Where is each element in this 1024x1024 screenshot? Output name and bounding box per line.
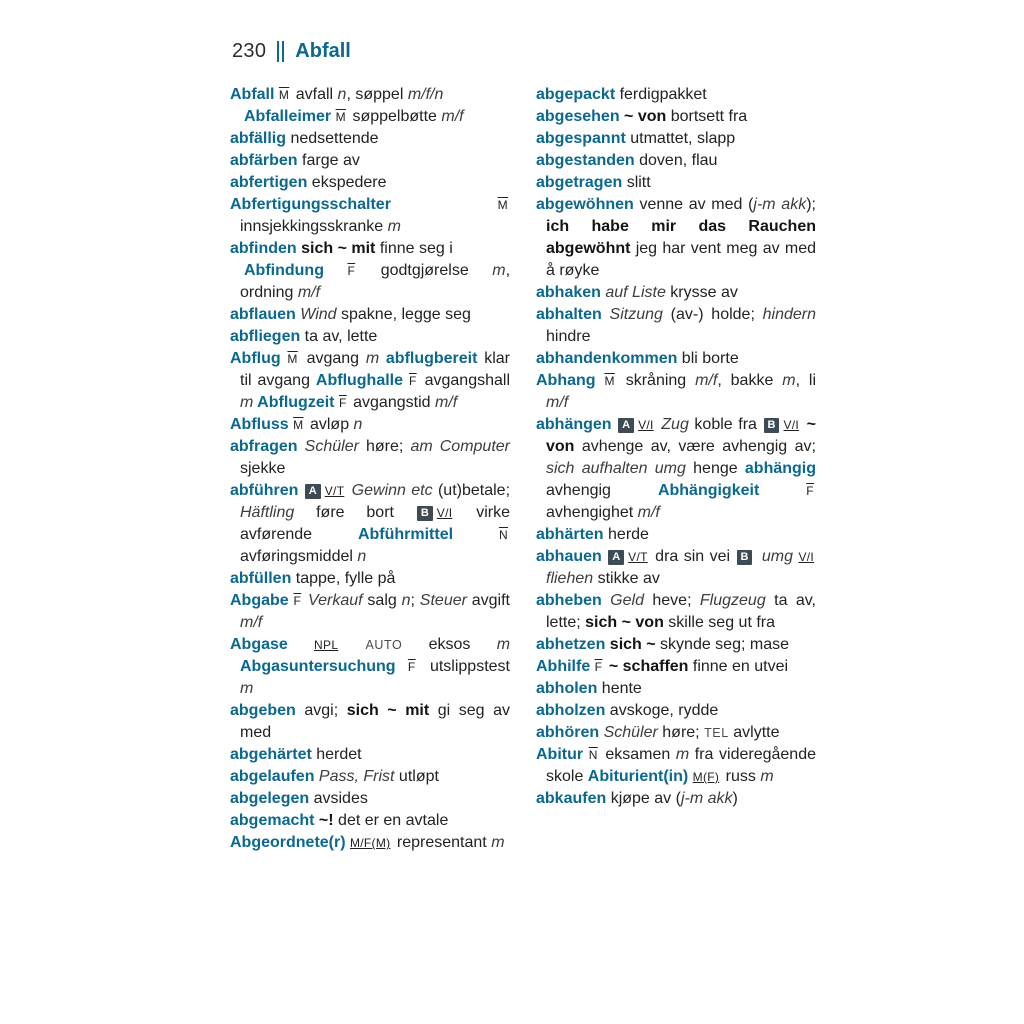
headword: Abitur (536, 746, 589, 763)
bold-phrase: ~ schaffen (604, 658, 689, 675)
italic-label: m/f (434, 394, 458, 411)
translation-text: avføringsmiddel (240, 548, 358, 565)
headword: Abhängigkeit (657, 482, 807, 499)
italic-label: m (782, 372, 796, 389)
translation-text: russ (721, 768, 761, 785)
headword: Abgase (230, 636, 315, 653)
headword: abflugbereit (379, 350, 478, 367)
sense-letter-box: B (417, 506, 433, 521)
translation-text: heve; (643, 592, 700, 609)
translation-text: utmattet, slapp (625, 130, 736, 147)
translation-text: farge av (297, 152, 360, 169)
sense-letter-box: B (737, 550, 753, 565)
dictionary-entry (536, 590, 816, 634)
italic-label: umg (756, 548, 799, 565)
dictionary-entry (230, 326, 510, 348)
italic-label: m (240, 394, 254, 411)
gender-marker: $\overline{F}$ (806, 484, 814, 498)
page-content (230, 40, 816, 854)
headword: abgehärtet (230, 746, 312, 763)
headword: abhören (536, 724, 600, 741)
headword: Abführmittel (357, 526, 499, 543)
translation-text: avgang (299, 350, 366, 367)
translation-text: avgift (466, 592, 511, 609)
headword: Abfall (230, 86, 279, 103)
italic-label: j-m akk (680, 790, 733, 807)
dictionary-entry (536, 106, 816, 128)
headword: abhängig (744, 460, 816, 477)
gender-marker: $\overline{M}$ (278, 88, 290, 102)
headword: Abfertigungsschalter (230, 196, 498, 213)
headword: abgesehen (536, 108, 620, 125)
gender-marker: $\overline{F}$ (347, 264, 356, 278)
dictionary-entry (230, 480, 510, 568)
headword: abhauen (536, 548, 608, 565)
right-column (536, 84, 816, 854)
bold-phrase: ~ von (546, 416, 816, 455)
headword: abgestanden (536, 152, 635, 169)
gender-marker: $\overline{M}$ (604, 374, 615, 388)
italic-label: m/f (441, 108, 464, 125)
translation-text: doven, flau (634, 152, 718, 169)
dictionary-entry (536, 348, 816, 370)
headword: abhandenkommen (536, 350, 678, 367)
translation-text: høre; (657, 724, 705, 741)
translation-text: avlytte (728, 724, 780, 741)
page-number: 230 (232, 40, 267, 62)
italic-label: Sitzung (601, 306, 663, 323)
dictionary-entry (536, 678, 816, 700)
translation-text: avgi; (295, 702, 347, 719)
dictionary-entry (536, 370, 816, 414)
translation-text: sjekke (240, 460, 286, 477)
gender-marker: $\overline{N}$ (588, 748, 598, 762)
dictionary-columns (230, 84, 816, 854)
italic-label: m/f (695, 372, 718, 389)
headword: abfliegen (230, 328, 301, 345)
dictionary-entry (536, 128, 816, 150)
translation-text: , ordning (240, 262, 511, 301)
translation-text: (ut)betale; (432, 482, 511, 499)
italic-label: m (492, 262, 506, 279)
italic-label: Wind (295, 306, 337, 323)
translation-text: fra videregående skole (546, 746, 816, 785)
bold-phrase: ~ von (619, 108, 667, 125)
gender-marker: $\overline{F}$ (408, 374, 417, 388)
gender-marker: $\overline{F}$ (338, 396, 347, 410)
translation-text: godtgjørelse (357, 262, 493, 279)
translation-text: avsides (309, 790, 368, 807)
translation-text: tappe, fylle på (291, 570, 396, 587)
translation-text: utløpt (394, 768, 439, 785)
italic-label: n (401, 592, 411, 609)
dictionary-entry (230, 832, 510, 854)
headword: abgemacht (230, 812, 315, 829)
translation-text: spakne, legge seg (336, 306, 471, 323)
headword: abhetzen (536, 636, 606, 653)
italic-label: Schüler (599, 724, 658, 741)
translation-text: avfall (291, 86, 338, 103)
dictionary-entry (536, 194, 816, 282)
headword: Abflug (230, 350, 288, 367)
headword: abführen (230, 482, 304, 499)
translation-text: avgangshall (418, 372, 511, 389)
dictionary-entry (536, 172, 816, 194)
italic-label: m (491, 834, 505, 851)
grammar-marker: V/I (638, 418, 654, 432)
gender-marker: $\overline{N}$ (498, 528, 509, 542)
italic-label: m/f (297, 284, 321, 301)
dictionary-entry (536, 744, 816, 788)
translation-text: nedsettende (286, 130, 379, 147)
dictionary-entry (230, 128, 510, 150)
translation-text: ferdigpakket (615, 86, 707, 103)
headword: abhalten (536, 306, 602, 323)
gender-marker: $\overline{F}$ (594, 660, 603, 674)
dictionary-entry (230, 744, 510, 766)
italic-label: Geld (601, 592, 644, 609)
headword: abfertigen (230, 174, 308, 191)
headword: Abflughalle (315, 372, 409, 389)
translation-text: ); (806, 196, 816, 213)
gender-marker: $\overline{M}$ (497, 198, 508, 212)
translation-text: gi seg av med (240, 702, 511, 741)
headword: abfüllen (230, 570, 292, 587)
dictionary-entry (230, 436, 510, 480)
dictionary-entry (230, 84, 510, 106)
italic-label: auf Liste (600, 284, 666, 301)
italic-label: fliehen (546, 570, 594, 587)
translation-text: eksos (402, 636, 497, 653)
dictionary-entry (230, 414, 510, 436)
dictionary-entry (230, 810, 510, 832)
headword: abgetragen (536, 174, 623, 191)
translation-text: avgangstid (348, 394, 435, 411)
bold-phrase: ich habe mir das Rauchen abgewöhnt (546, 218, 816, 257)
headword: abfällig (230, 130, 287, 147)
italic-label: m (675, 746, 690, 763)
dictionary-entry (536, 546, 816, 590)
headword: Abgasuntersuchung (240, 658, 408, 675)
italic-label: am Computer (410, 438, 510, 455)
gender-marker: $\overline{F}$ (407, 660, 416, 674)
headword: abgepackt (536, 86, 616, 103)
headword: Abgeordnete(r) (230, 834, 350, 851)
dictionary-entry (536, 414, 816, 524)
headword: abkaufen (536, 790, 607, 807)
translation-text: utslippstest (417, 658, 510, 675)
italic-label: m (365, 350, 380, 367)
headword: abgeben (230, 702, 296, 719)
italic-label: Pass, Frist (314, 768, 395, 785)
guide-word: Abfall (295, 40, 351, 62)
translation-text: , søppel (346, 86, 408, 103)
grammar-marker: M(F) (692, 770, 720, 784)
dictionary-entry (536, 788, 816, 810)
translation-text: koble fra (688, 416, 763, 433)
translation-text: finne en utvei (688, 658, 789, 675)
translation-text: finne seg i (375, 240, 453, 257)
translation-text: stikke av (593, 570, 660, 587)
translation-text: (av-) holde; (662, 306, 763, 323)
dictionary-entry (230, 766, 510, 788)
translation-text: salg (362, 592, 402, 609)
dictionary-entry (230, 238, 510, 260)
headword: abgelegen (230, 790, 310, 807)
translation-text: hindre (546, 328, 591, 345)
dictionary-entry (230, 634, 510, 700)
italic-label: m/f/n (407, 86, 444, 103)
translation-text: venne av med ( (633, 196, 754, 213)
translation-text: avløp (305, 416, 354, 433)
italic-label: n (337, 86, 347, 103)
dictionary-entry (536, 524, 816, 546)
sense-letter-box: B (764, 418, 780, 433)
headword: abheben (536, 592, 602, 609)
italic-label: sich aufhalten umg (546, 460, 686, 477)
grammar-marker: V/T (628, 550, 648, 564)
italic-label: Zug (655, 416, 689, 433)
bold-phrase: sich ~ mit (296, 240, 376, 257)
translation-text: jeg har vent meg av med å røyke (546, 240, 816, 279)
italic-label: n (357, 548, 367, 565)
dictionary-entry (230, 700, 510, 744)
italic-label: Flugzeug (699, 592, 766, 609)
translation-text: krysse av (665, 284, 738, 301)
translation-text: , li (795, 372, 817, 389)
headword: abfärben (230, 152, 298, 169)
gender-marker: $\overline{M}$ (293, 418, 304, 432)
headword: abholzen (536, 702, 606, 719)
headword: abholen (536, 680, 598, 697)
headword: abgewöhnen (536, 196, 634, 213)
translation-text: herdet (311, 746, 362, 763)
gender-marker: $\overline{F}$ (293, 594, 302, 608)
headword: abhängen (536, 416, 618, 433)
headword: Abfalleimer (244, 108, 336, 125)
translation-text: avhenge av, være avhengig av; (574, 438, 816, 455)
translation-text: eksamen (599, 746, 676, 763)
translation-text: føre bort (294, 504, 416, 521)
translation-text: ; (410, 592, 420, 609)
translation-text: representant (392, 834, 492, 851)
dictionary-entry (230, 590, 510, 634)
headword: abhärten (536, 526, 604, 543)
page-header (232, 40, 816, 63)
translation-text: skynde seg; mase (655, 636, 789, 653)
translation-text: det er en avtale (333, 812, 449, 829)
dictionary-entry (230, 260, 510, 304)
translation-text: avhengig (546, 482, 658, 499)
sense-letter-box: A (608, 550, 624, 565)
translation-text: skråning (616, 372, 696, 389)
grammar-marker: V/I (783, 418, 800, 432)
headword: Abfluss (230, 416, 294, 433)
bold-phrase: sich ~ (605, 636, 656, 653)
translation-text: ) (732, 790, 738, 807)
italic-label: Steuer (419, 592, 467, 609)
dictionary-entry (536, 656, 816, 678)
headword: Abfindung (244, 262, 348, 279)
gender-marker: $\overline{M}$ (335, 110, 346, 124)
dictionary-entry (536, 722, 816, 744)
double-bar-divider-icon (277, 41, 284, 62)
translation-text: , bakke (717, 372, 783, 389)
translation-text: virke avførende (240, 504, 510, 543)
dictionary-entry (230, 150, 510, 172)
dictionary-entry (230, 568, 510, 590)
italic-label: m/f (240, 614, 263, 631)
translation-text: ta av, lette; (546, 592, 817, 631)
translation-text: søppelbøtte (348, 108, 442, 125)
headword: Abhilfe (536, 658, 595, 675)
dictionary-entry (536, 150, 816, 172)
dictionary-entry (230, 194, 510, 238)
italic-label: Häftling (240, 504, 295, 521)
italic-label: Verkauf (303, 592, 363, 609)
sense-letter-box: A (305, 484, 321, 499)
translation-text: skille seg ut fra (663, 614, 775, 631)
bold-phrase: sich ~ mit (346, 702, 430, 719)
headword: Abflugzeit (253, 394, 339, 411)
translation-text: herde (603, 526, 649, 543)
dictionary-entry (230, 172, 510, 194)
translation-text: bli borte (677, 350, 739, 367)
dictionary-entry (536, 304, 816, 348)
headword: Abhang (536, 372, 605, 389)
grammar-marker: V/I (798, 550, 815, 564)
translation-text: ekspedere (307, 174, 387, 191)
italic-label: m/f (637, 504, 660, 521)
headword: abgelaufen (230, 768, 315, 785)
headword: abfinden (230, 240, 297, 257)
bold-phrase: sich ~ von (585, 614, 664, 631)
translation-text: høre; (358, 438, 411, 455)
dictionary-entry (536, 634, 816, 656)
gender-marker: $\overline{M}$ (287, 352, 298, 366)
grammar-marker: M/F(M) (350, 836, 391, 850)
bold-phrase: ~! (314, 812, 334, 829)
italic-label: Schüler (297, 438, 359, 455)
grammar-marker: V/I (436, 506, 453, 520)
italic-label: m (387, 218, 401, 235)
dictionary-entry (536, 700, 816, 722)
field-label: AUTO (340, 638, 403, 652)
headword: abgespannt (536, 130, 626, 147)
dictionary-entry (230, 788, 510, 810)
dictionary-entry (536, 282, 816, 304)
translation-text: hente (597, 680, 642, 697)
field-label: TEL (704, 726, 729, 740)
translation-text: kjøpe av ( (606, 790, 681, 807)
headword: abflauen (230, 306, 296, 323)
translation-text: avhengighet (546, 504, 638, 521)
translation-text: henge (685, 460, 745, 477)
headword: Abiturient(in) (587, 768, 693, 785)
headword: abhaken (536, 284, 601, 301)
translation-text: innsjekkingsskranke (240, 218, 388, 235)
grammar-marker: NPL (314, 638, 339, 652)
dictionary-entry (230, 348, 510, 414)
italic-label: m (240, 680, 254, 697)
italic-label: Gewinn etc (346, 482, 433, 499)
dictionary-entry (230, 304, 510, 326)
headword: Abgabe (230, 592, 294, 609)
translation-text: klar til avgang (240, 350, 511, 389)
translation-text: slitt (622, 174, 651, 191)
italic-label: n (353, 416, 363, 433)
italic-label: hindern (762, 306, 817, 323)
italic-label: j-m akk (753, 196, 807, 213)
italic-label: m (760, 768, 774, 785)
italic-label: m/f (546, 394, 569, 411)
translation-text: avskoge, rydde (605, 702, 719, 719)
italic-label: m (496, 636, 511, 653)
headword: abfragen (230, 438, 298, 455)
sense-letter-box: A (618, 418, 634, 433)
left-column (230, 84, 510, 854)
translation-text: ta av, lette (300, 328, 378, 345)
dictionary-entry (536, 84, 816, 106)
translation-text: bortsett fra (666, 108, 748, 125)
dictionary-entry (230, 106, 510, 128)
grammar-marker: V/T (324, 484, 345, 498)
translation-text: dra sin vei (649, 548, 736, 565)
